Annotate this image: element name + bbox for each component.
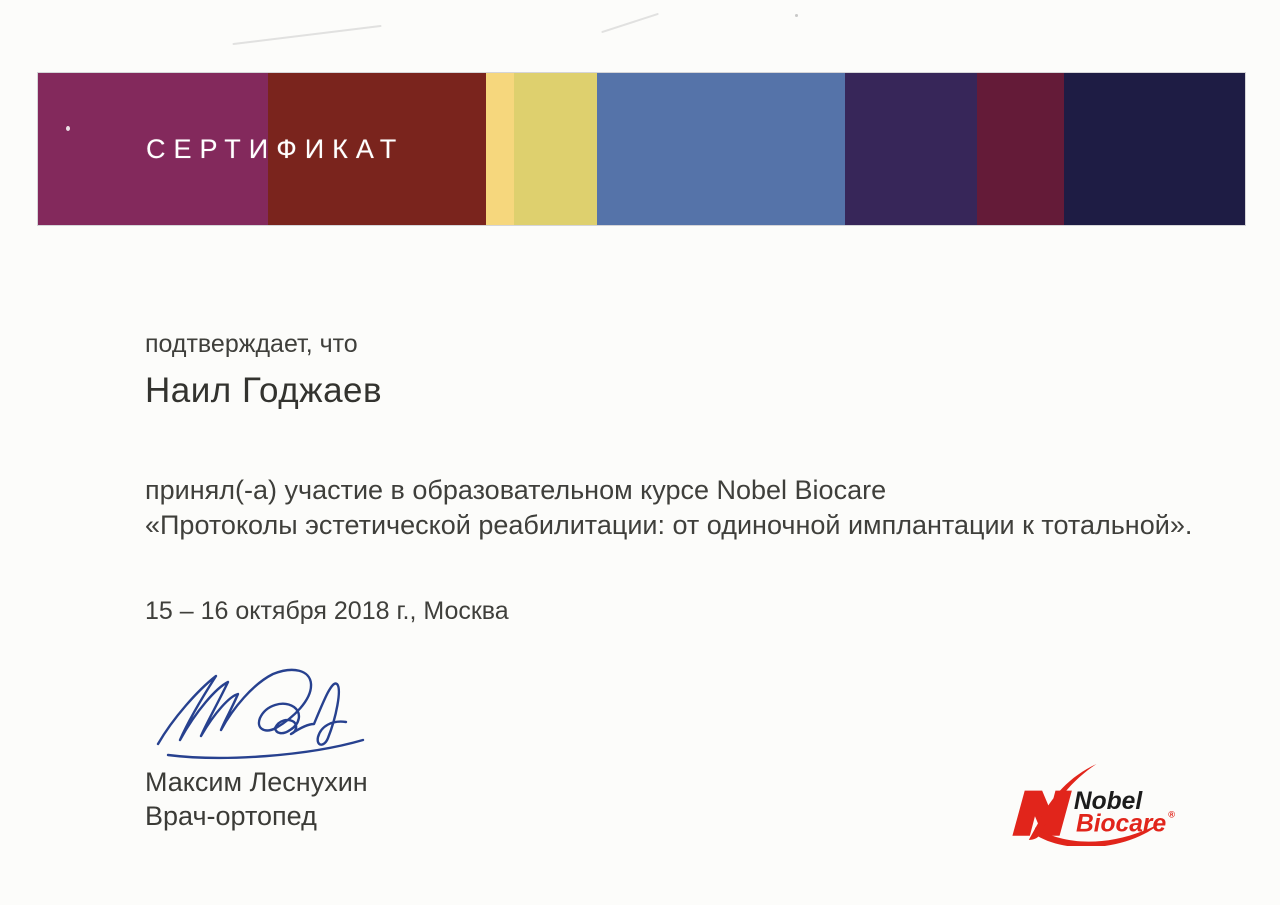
scan-streak — [601, 13, 659, 33]
signature — [128, 656, 418, 776]
banner-stripe-dark-indigo — [845, 73, 977, 225]
banner-stripe-olive-yellow — [514, 73, 597, 225]
scan-streak — [232, 25, 381, 45]
logo-text-nobel: Nobel — [1073, 788, 1143, 816]
scan-speck — [66, 126, 70, 131]
signer-title: Врач-ортопед — [145, 801, 317, 831]
banner-stripe-blue — [597, 73, 845, 225]
banner-stripe-light-yellow — [486, 73, 514, 225]
signature-path — [158, 670, 363, 758]
certificate-title: СЕРТИФИКАТ — [146, 133, 405, 164]
course-paragraph — [145, 473, 1192, 543]
logo-registered-mark: ® — [1168, 809, 1176, 820]
confirm-line: подтверждает, что — [145, 330, 358, 358]
banner-stripe-navy — [1064, 73, 1245, 225]
scan-speck — [795, 14, 798, 17]
banner-stripe-burgundy — [977, 73, 1064, 225]
nobel-biocare-logo — [1008, 764, 1188, 846]
signer-name: Максим Леснухин — [145, 767, 368, 797]
course-line-2: «Протоколы эстетической реабилитации: от одиночной имплантации к тотальной». — [145, 510, 1193, 540]
date-location: 15 – 16 октября 2018 г., Москва — [145, 597, 509, 625]
recipient-name: Наил Годжаев — [145, 371, 383, 410]
logo-text-biocare: Biocare — [1075, 810, 1167, 838]
banner — [38, 73, 1245, 225]
signer-block — [145, 765, 368, 833]
course-line-1: принял(-а) участие в образовательном курсе Nobel Biocare — [145, 475, 887, 505]
